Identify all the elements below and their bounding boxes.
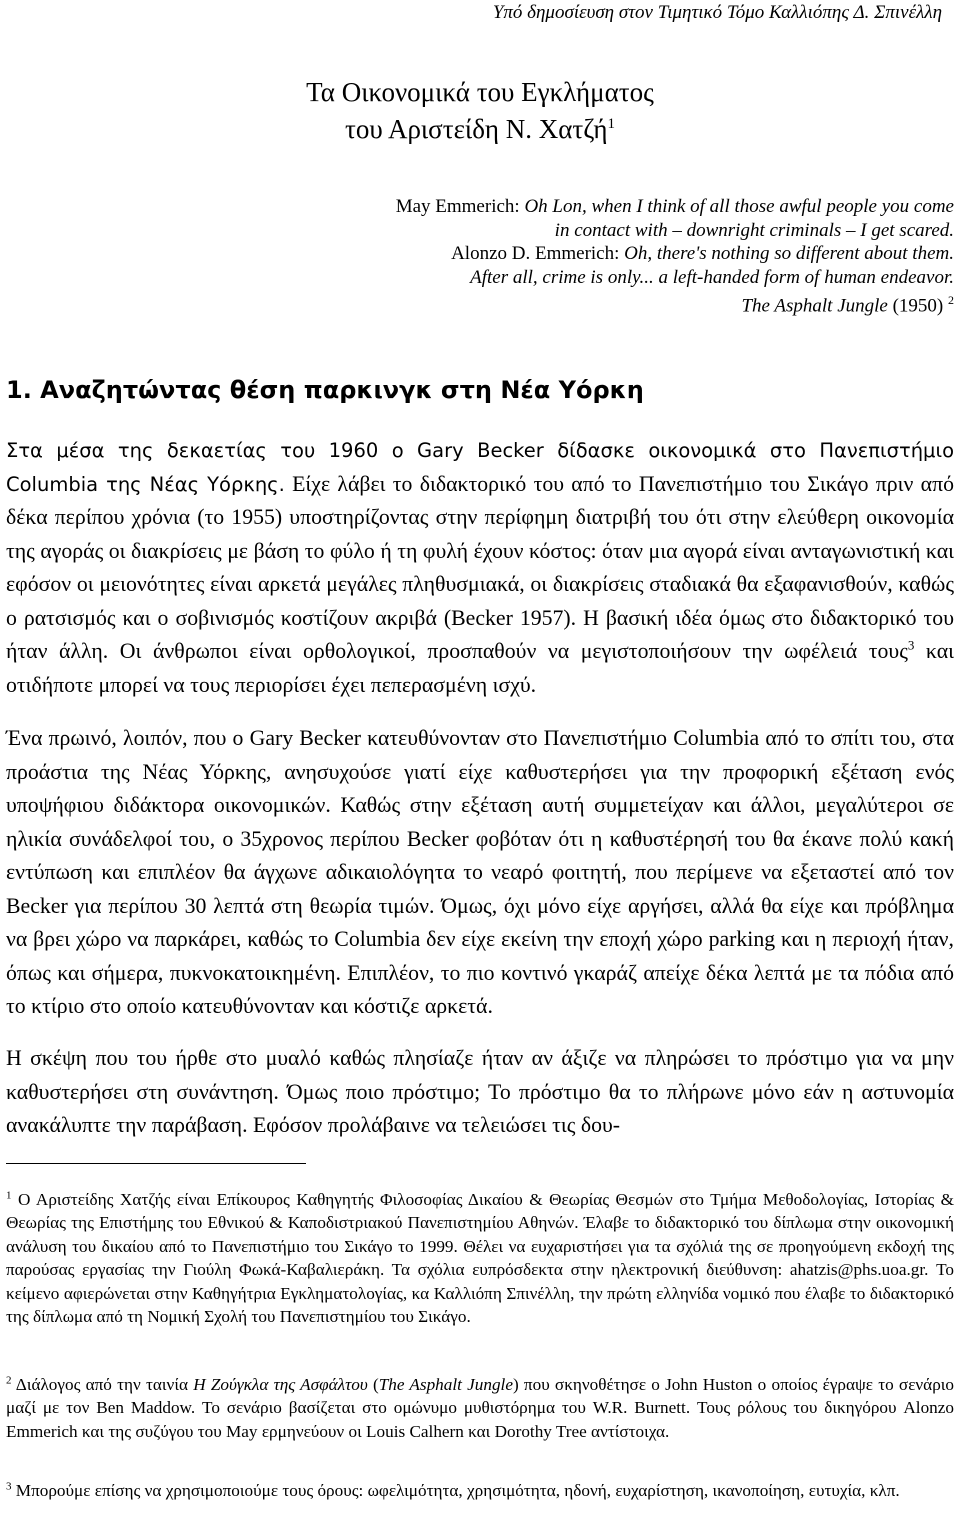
footnote-ref-1[interactable]: 1 xyxy=(607,116,616,132)
epigraph-year: (1950) xyxy=(892,295,944,317)
footnote-2-text-b: ( xyxy=(367,1375,379,1394)
footnote-1-mark: 1 xyxy=(6,1189,12,1202)
paragraph-1-text-a: Είχε λάβει το διδακτορικό του από το Πανεπιστήμιο του Σικάγο πριν από δέκα περίπου χρόνια (το 1955) υποστηρίζοντας στην περίφημη διατριβή του ότι στην ελεύθερη οικονομία της αγοράς οι διακρίσεις με βάση το φύλο ή τη φυλή έχουν κόστος: όταν μια αγορά είναι ανταγωνιστική και εφόσον οι μειονότητες είναι αρκετά μεγάλες πληθυσμιακά, οι διακρίσεις σταδιακά θα εξαφανισθούν, καθώς ο ρατσισμός και ο σοβινισμός κοστίζουν ακριβά (Becker 1957). Η βασική ιδέα όμως στο διδακτορικό του ήταν άλλη. Οι άνθρωποι είναι ορθολογικοί, προσπαθούν να μεγιστοποιήσουν την ωφέλειά τους xyxy=(6,471,954,663)
footnote-2-film-english: The Asphalt Jungle xyxy=(378,1375,513,1394)
footnote-2 xyxy=(6,1373,954,1443)
footnote-ref-2[interactable]: 2 xyxy=(948,293,954,307)
epigraph-line-1 xyxy=(394,195,954,242)
epigraph-speaker-2: Alonzo D. Emmerich: xyxy=(451,243,620,264)
footnote-3-mark: 3 xyxy=(6,1480,12,1493)
epigraph-source xyxy=(394,289,954,318)
paragraph-3-text: Η σκέψη που του ήρθε στο μυαλό καθώς πλησίαζε ήταν αν άξιζε να πληρώσει το πρόστιμο για να μην καθυστερήσει στη συνάντηση. Όμως ποιο πρόστιμο; Το πρόστιμο θα το πλήρωνε μόνο εάν η αστυνομία ανακάλυπτε την παράβαση. Εφόσον προλάβαινε να τελειώσει τις δου- xyxy=(6,1046,954,1137)
paragraph-1-text-b: και οτιδήποτε μπορεί να τους περιορίσει έχει πεπερασμένη ισχύ. xyxy=(6,639,954,697)
footnote-2-text-a: Διάλογος από την ταινία xyxy=(11,1375,194,1394)
epigraph-quote-2b: After all, crime is only... a left-handed form of human endeavor. xyxy=(470,266,954,288)
paragraph-3 xyxy=(6,1042,954,1143)
epigraph-speaker-1: May Emmerich: xyxy=(395,196,520,217)
footnote-2-text-c: ) που σκηνοθέτησε ο John Huston ο οποίος έγραψε το σενάριο μαζί με τον Ben Maddow. Το σενάριο βασίζεται στο ομώνυμο μυθιστόρημα του W.R. Burnett. Τους ρόλους του δικηγόρου Alonzo Emmerich και της συζύγου του May ερμηνεύουν οι Louis Calhern και Dorothy Tree αντίστοιχα. xyxy=(6,1375,954,1441)
footnote-2-mark: 2 xyxy=(6,1374,12,1387)
footnote-separator xyxy=(6,1163,306,1164)
footnote-ref-3[interactable]: 3 xyxy=(907,637,915,653)
footnote-3-text: Μπορούμε επίσης να χρησιμοποιούμε τους όρους: ωφελιμότητα, χρησιμότητα, ηδονή, ευχαρίστηση, ικανοποίηση, ευτυχία, κλπ. xyxy=(11,1481,900,1500)
article-title xyxy=(6,76,954,145)
author-name: του Αριστείδη Ν. Χατζή xyxy=(344,114,608,144)
footnote-1 xyxy=(6,1188,954,1328)
epigraph xyxy=(394,195,954,318)
paragraph-1 xyxy=(6,434,954,702)
footnote-3 xyxy=(6,1479,954,1502)
title-line-2 xyxy=(6,108,954,145)
section-heading: 1. Αναζητώντας θέση παρκινγκ στη Νέα Υόρκη xyxy=(6,376,644,404)
epigraph-line-2 xyxy=(394,242,954,266)
paragraph-2 xyxy=(6,722,954,1024)
epigraph-film-title: The Asphalt Jungle xyxy=(741,295,888,317)
paragraph-2-text: Ένα πρωινό, λοιπόν, που ο Gary Becker κατευθύνονταν στο Πανεπιστήμιο Columbia από το σπίτι του, στα προάστια της Νέας Υόρκης, ανησυχούσε γιατί είχε καθυστερήσει για την προφορική εξέταση ενός υποψήφιου διδάκτορα οικονομικών. Καθώς στην εξέταση αυτή συμμετείχαν και άλλοι, μεγαλύτεροι σε ηλικία συνάδελφοί του, ο 35χρονος περίπου Becker φοβόταν ότι η καθυστέρησή του θα έκανε πολύ κακή εντύπωση και επιπλέον θα άγχωνε αδικαιολόγητα το νεαρό φοιτητή, που περίμενε να εξεταστεί από τον Becker για περίπου 30 λεπτά στη θεωρία τιμών. Όμως, όχι μόνο είχε αργήσει, αλλά θα είχε και πρόβλημα να βρει χώρο να παρκάρει, καθώς το Columbia δεν είχε εκείνη την εποχή χώρο parking και η περιοχή ήταν, όπως και σήμερα, πυκνοκατοικημένη. Επιπλέον, το πιο κοντινό γκαράζ απείχε δέκα λεπτά με τα πόδια από το κτίριο στο οποίο κατευθύνονταν και κόστιζε αρκετά. xyxy=(6,726,954,1018)
footnote-2-film-greek: Η Ζούγκλα της Ασφάλτου xyxy=(193,1375,368,1394)
epigraph-quote-1: Oh Lon, when I think of all those awful people you come in contact with – downright criminals – I get scared. xyxy=(524,196,954,241)
running-head: Υπό δημοσίευση στον Τιμητικό Τόμο Καλλιόπης Δ. Σπινέλλη xyxy=(492,2,942,23)
footnote-1-text: Ο Αριστείδης Χατζής είναι Επίκουρος Καθηγητής Φιλοσοφίας Δικαίου & Θεωρίας Θεσμών στο Τμήμα Μεθοδολογίας, Ιστορίας & Θεωρίας της Επιστήμης του Εθνικού & Καποδιστριακού Πανεπιστημίου Αθηνών. Έλαβε το διδακτορικό του δίπλωμα στην οικονομική ανάλυση του δικαίου από το Πανεπιστήμιο του Σικάγο το 1999. Θέλει να ευχαριστήσει για τα σχόλιά της σε προηγούμενη εκδοχή της παρούσας εργασίας την Γιούλη Φωκά-Καβαλιεράκη. Τα σχόλια ευπρόσδεκτα στην ηλεκτρονική διεύθυνση: ahatzis@phs.uoa.gr. Το κείμενο αφιερώνεται στην Καθηγήτρια Εγκληματολογίας, κα Καλλιόπη Σπινέλλη, την πρώτη ελληνίδα νομικό που έλαβε το διδακτορικό της δίπλωμα από τη Νομική Σχολή του Πανεπιστημίου του Σικάγο. xyxy=(6,1190,954,1327)
title-line-1: Τα Οικονομικά του Εγκλήματος xyxy=(306,77,654,107)
epigraph-quote-2a: Oh, there's nothing so different about them. xyxy=(624,243,954,264)
paragraph-1-opening: Στα μέσα της δεκαετίας του 1960 ο Gary Becker δίδασκε οικονομικά στο Πανεπιστήμιο Columbia της Νέας Υόρκης. xyxy=(6,439,954,496)
